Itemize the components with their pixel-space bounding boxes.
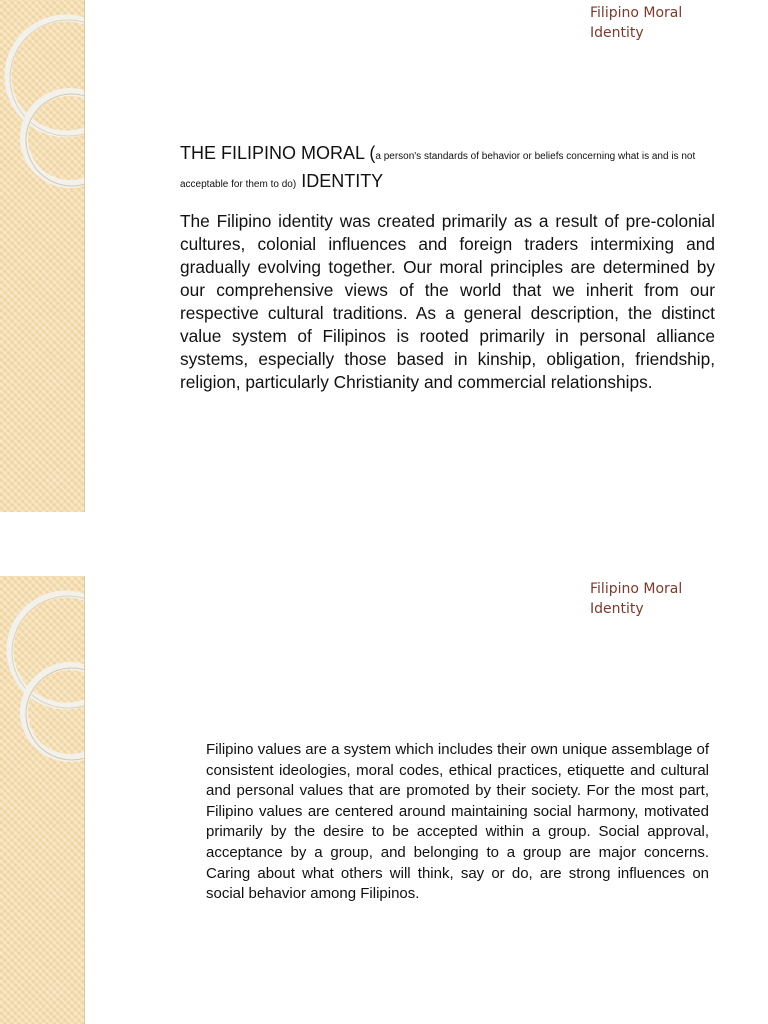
slide-1-heading <box>180 141 720 197</box>
heading-start: THE FILIPINO MORAL ( <box>180 143 376 163</box>
heading-definition: a person's standards of behavior or beliefs concerning what is and is not acceptable for them to do) <box>180 151 696 190</box>
decorative-side-band <box>0 576 85 1024</box>
decorative-rings <box>0 576 84 1024</box>
slide-2-title-line-1: Filipino Moral <box>590 581 683 597</box>
slide-1-title <box>590 3 682 43</box>
slide-2-body: Filipino values are a system which includes their own unique assemblage of consistent ideologies, moral codes, ethical practices, etiquette and cultural and personal values that are promoted by their society. For the most part, Filipino values are centered around maintaining social harmony, motivated primarily by the desire to be accepted within a group. Social approval, acceptance by a group, and belonging to a group are major concerns. Caring about what others will think, say or do, are strong influences on social behavior among Filipinos. <box>206 741 709 903</box>
slide-1-body: The Filipino identity was created primarily as a result of pre-colonial cultures, colonial influences and foreign traders intermixing and gradually evolving together. Our moral principles are determined by our comprehensive views of the world that we inherit from our respective cultural traditions. As a general description, the distinct value system of Filipinos is rooted primarily in personal alliance systems, especially those based in kinship, obligation, friendship, religion, particularly Christianity and commercial relationships. <box>180 211 715 392</box>
decorative-rings <box>0 0 84 512</box>
slide-2-title <box>590 579 682 619</box>
decorative-side-band <box>0 0 85 512</box>
slide-2-title-line-2: Identity <box>590 601 644 617</box>
slide-1-title-line-2: Identity <box>590 25 644 41</box>
slide-1-title-line-1: Filipino Moral <box>590 5 683 21</box>
heading-end: IDENTITY <box>296 171 384 191</box>
